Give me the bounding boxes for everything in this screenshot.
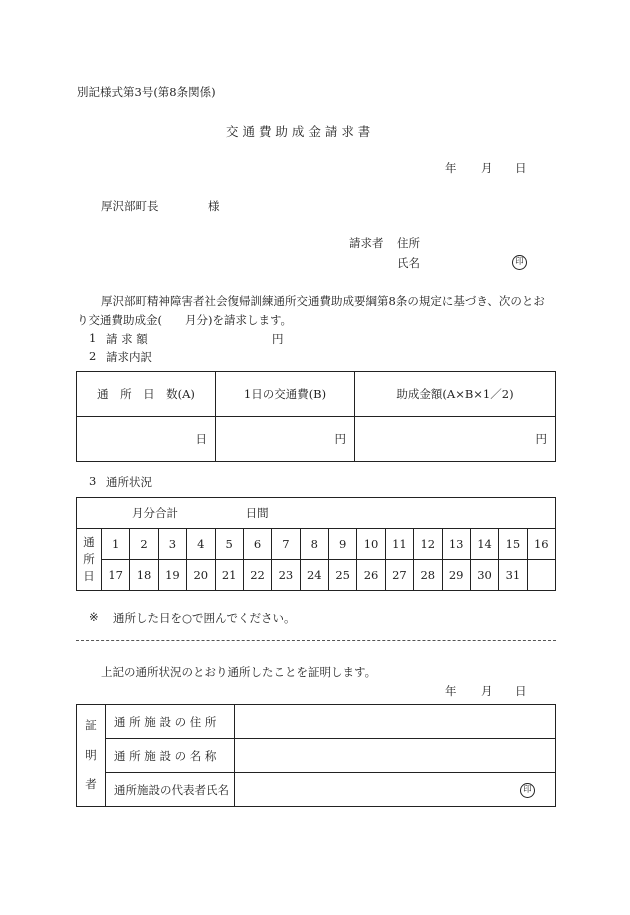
claimant-label: 請求者	[349, 236, 384, 250]
date-month: 月	[481, 161, 493, 175]
day-cell[interactable]: 4	[187, 529, 215, 560]
day-cell[interactable]: 27	[385, 560, 413, 591]
page-title: 交 通 費 助 成 金 請 求 書	[226, 124, 371, 139]
claimant-name-label: 氏名	[397, 256, 420, 270]
day-cell[interactable]: 15	[499, 529, 527, 560]
day-cell[interactable]: 26	[357, 560, 385, 591]
days-count-label: 日間	[245, 506, 269, 520]
addressee: 厚沢部町長	[101, 199, 159, 213]
day-cell[interactable]: 18	[130, 560, 158, 591]
day-cell[interactable]: 29	[442, 560, 470, 591]
day-cell[interactable]: 19	[158, 560, 186, 591]
days-cell[interactable]	[77, 417, 216, 462]
date-day: 日	[515, 161, 527, 175]
day-cell[interactable]: 10	[357, 529, 385, 560]
day-cell[interactable]: 24	[300, 560, 328, 591]
amount-cell[interactable]	[355, 417, 556, 462]
seal-icon: 印	[512, 255, 527, 270]
certifier-side-label: 証 明 者	[77, 705, 106, 807]
facility-name-label: 通 所 施 設 の 名 称	[106, 739, 235, 773]
day-cell[interactable]: 13	[442, 529, 470, 560]
certification-text: 上記の通所状況のとおり通所したことを証明します。	[101, 665, 377, 679]
note: 通所した日を○で囲んでください。	[113, 611, 296, 625]
monthly-total-row	[77, 498, 556, 529]
facility-name-field[interactable]	[235, 739, 556, 773]
item3-label: 通所状況	[106, 475, 152, 489]
day-cell[interactable]: 17	[102, 560, 130, 591]
day-cell-empty[interactable]	[527, 560, 555, 591]
day-cell[interactable]: 5	[215, 529, 243, 560]
body-line-1: 厚沢部町精神障害者社会復帰訓練通所交通費助成要綱第8条の規定に基づき、次のとお	[101, 294, 545, 308]
day-cell[interactable]: 31	[499, 560, 527, 591]
header-amount: 助成金額(A×B×1／2)	[355, 372, 556, 417]
day-cell[interactable]: 11	[385, 529, 413, 560]
day-cell[interactable]: 22	[243, 560, 271, 591]
day-cell[interactable]: 25	[329, 560, 357, 591]
item1-number: 1	[89, 331, 97, 345]
cert-date-day: 日	[515, 684, 527, 698]
cert-date-month: 月	[481, 684, 493, 698]
day-cell[interactable]: 21	[215, 560, 243, 591]
date-year: 年	[445, 161, 457, 175]
item3-number: 3	[89, 474, 97, 488]
seal-icon: 印	[520, 783, 535, 798]
item1-label: 請 求 額	[106, 332, 148, 346]
days-unit: 日	[195, 432, 207, 446]
day-cell[interactable]: 28	[414, 560, 442, 591]
monthly-total-label: 月分合計	[132, 506, 178, 520]
day-cell[interactable]: 23	[272, 560, 300, 591]
day-cell[interactable]: 16	[527, 529, 555, 560]
note-mark: ※	[89, 610, 99, 624]
status-table	[76, 497, 556, 591]
attendance-row-label: 通 所 日	[77, 529, 102, 591]
day-cell[interactable]: 9	[329, 529, 357, 560]
dashed-divider	[76, 640, 556, 641]
claim-table	[76, 371, 556, 462]
day-cell[interactable]: 1	[102, 529, 130, 560]
day-cell[interactable]: 7	[272, 529, 300, 560]
representative-label: 通所施設の代表者氏名	[106, 773, 235, 807]
item2-label: 請求内訳	[106, 350, 152, 364]
day-cell[interactable]: 30	[470, 560, 498, 591]
form-number: 別記様式第3号(第8条関係)	[77, 85, 216, 99]
fare-cell[interactable]	[216, 417, 355, 462]
header-days: 通 所 日 数(A)	[77, 372, 216, 417]
body-line-2: り交通費助成金( 月分)を請求します。	[77, 313, 293, 327]
fare-unit: 円	[334, 432, 346, 446]
item1-unit: 円	[272, 332, 284, 346]
facility-address-field[interactable]	[235, 705, 556, 739]
representative-field[interactable]	[235, 773, 556, 807]
day-cell[interactable]: 6	[243, 529, 271, 560]
header-fare: 1日の交通費(B)	[216, 372, 355, 417]
amount-unit: 円	[535, 432, 547, 446]
day-cell[interactable]: 20	[187, 560, 215, 591]
claimant-address-label: 住所	[397, 236, 420, 250]
certifier-table	[76, 704, 556, 807]
day-cell[interactable]: 3	[158, 529, 186, 560]
day-cell[interactable]: 14	[470, 529, 498, 560]
item2-number: 2	[89, 349, 97, 363]
addressee-suffix: 様	[208, 199, 220, 213]
day-cell[interactable]: 8	[300, 529, 328, 560]
day-cell[interactable]: 12	[414, 529, 442, 560]
facility-address-label: 通 所 施 設 の 住 所	[106, 705, 235, 739]
day-cell[interactable]: 2	[130, 529, 158, 560]
cert-date-year: 年	[445, 684, 457, 698]
